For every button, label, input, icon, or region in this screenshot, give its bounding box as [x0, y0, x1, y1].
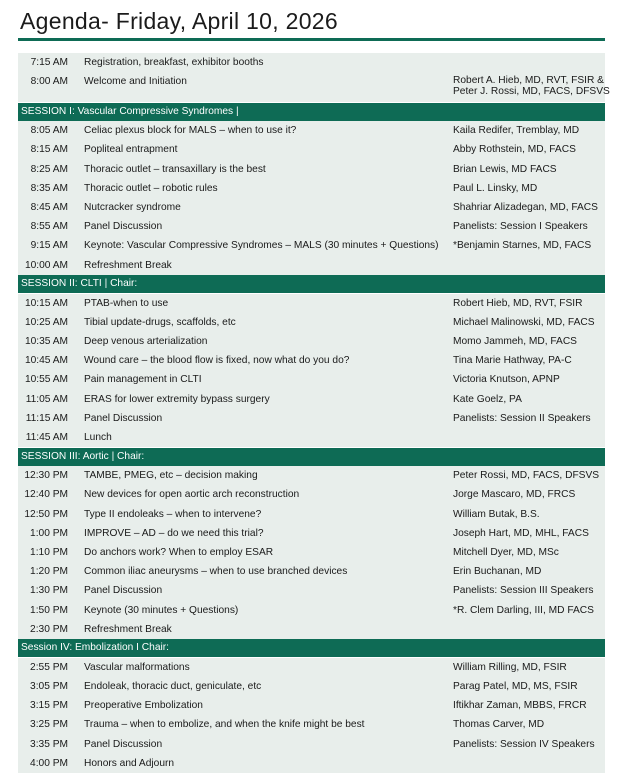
- agenda-topic: Panel Discussion: [84, 738, 163, 750]
- session-header: SESSION I: Vascular Compressive Syndromes |: [18, 103, 605, 121]
- agenda-row: [18, 505, 605, 524]
- agenda-time: 11:45 AM: [25, 432, 68, 443]
- agenda-speaker: Iftikhar Zaman, MBBS, FRCR: [453, 700, 587, 712]
- agenda-topic: Trauma – when to embolize, and when the knife might be best: [84, 719, 365, 731]
- agenda-row: [18, 140, 605, 159]
- agenda-row: [18, 409, 605, 428]
- agenda-topic: PTAB-when to use: [84, 297, 169, 309]
- agenda-row: [18, 294, 605, 313]
- agenda-topic: Refreshment Break: [84, 623, 172, 635]
- agenda-topic: Registration, breakfast, exhibitor booths: [84, 57, 264, 68]
- session-header: Session IV: Embolization I Chair:: [18, 639, 605, 657]
- agenda-topic: Lunch: [84, 432, 112, 443]
- agenda-time: 2:55 PM: [30, 661, 68, 673]
- agenda-speaker: *Benjamin Starnes, MD, FACS: [453, 240, 592, 252]
- agenda-topic: Common iliac aneurysms – when to use branched devices: [84, 566, 348, 578]
- agenda-topic: Panel Discussion: [84, 412, 163, 424]
- agenda-time: 4:00 PM: [30, 757, 68, 769]
- agenda-row: [18, 715, 605, 734]
- agenda-topic: Deep venous arterialization: [84, 336, 208, 348]
- agenda-row: [18, 72, 610, 102]
- agenda-row: [18, 53, 605, 72]
- agenda-row: [18, 601, 605, 620]
- agenda-time: 1:50 PM: [30, 604, 68, 616]
- agenda-speaker: Panelists: Session IV Speakers: [453, 738, 595, 750]
- agenda-speaker: Peter Rossi, MD, FACS, DFSVS: [453, 470, 600, 482]
- agenda-speaker: Mitchell Dyer, MD, MSc: [453, 546, 559, 558]
- agenda-row: [18, 428, 605, 447]
- agenda-row: [18, 370, 605, 389]
- agenda-time: 1:10 PM: [30, 546, 68, 558]
- agenda-topic: Type II endoleaks – when to intervene?: [84, 508, 262, 520]
- agenda-topic: TAMBE, PMEG, etc – decision making: [84, 470, 258, 482]
- agenda-row: [18, 677, 605, 696]
- agenda-row: [18, 351, 605, 370]
- agenda-speaker: Jorge Mascaro, MD, FRCS: [453, 489, 576, 501]
- agenda-time: 11:15 AM: [25, 412, 68, 424]
- agenda-speaker: Paul L. Linsky, MD: [453, 182, 538, 194]
- agenda-row: [18, 485, 605, 504]
- agenda-row: [18, 256, 605, 275]
- agenda-time: 10:25 AM: [24, 316, 68, 328]
- agenda-speaker: Erin Buchanan, MD: [453, 566, 542, 578]
- agenda-row: [18, 217, 605, 236]
- agenda-time: 1:20 PM: [30, 566, 68, 578]
- agenda-time: 11:05 AM: [25, 393, 68, 405]
- agenda-time: 3:35 PM: [30, 738, 68, 750]
- title-divider: [18, 38, 605, 41]
- agenda-topic: Thoracic outlet – transaxillary is the best: [84, 163, 266, 175]
- agenda-time: 1:30 PM: [30, 585, 68, 597]
- agenda-speaker: Michael Malinowski, MD, FACS: [453, 316, 595, 328]
- agenda-row: [18, 160, 605, 179]
- agenda-time: 10:45 AM: [24, 355, 68, 367]
- agenda-row: [18, 236, 605, 255]
- agenda-topic: Tibial update-drugs, scaffolds, etc: [84, 316, 236, 328]
- agenda-row: [18, 754, 605, 773]
- agenda-time: 8:55 AM: [30, 221, 68, 233]
- agenda-speaker: Tina Marie Hathway, PA-C: [453, 355, 572, 367]
- agenda-time: 1:00 PM: [30, 527, 68, 539]
- agenda-time: 8:25 AM: [30, 163, 68, 175]
- agenda-topic: Welcome and Initiation: [84, 76, 187, 88]
- agenda-time: 8:00 AM: [30, 76, 68, 88]
- agenda-speaker: Robert Hieb, MD, RVT, FSIR: [453, 297, 583, 309]
- agenda-speaker: Brian Lewis, MD FACS: [453, 163, 557, 175]
- agenda-topic: Panel Discussion: [84, 585, 163, 597]
- session-header: SESSION III: Aortic | Chair:: [18, 448, 605, 466]
- agenda-topic: Honors and Adjourn: [84, 757, 175, 769]
- agenda-topic: Do anchors work? When to employ ESAR: [84, 546, 274, 558]
- agenda-row: [18, 390, 605, 409]
- agenda-time: 3:05 PM: [30, 681, 68, 693]
- agenda-time: 8:35 AM: [30, 182, 68, 194]
- agenda-row: [18, 620, 605, 639]
- agenda-topic: Nutcracker syndrome: [84, 201, 181, 213]
- agenda-speaker: Joseph Hart, MD, MHL, FACS: [453, 527, 589, 539]
- agenda-speaker: Momo Jammeh, MD, FACS: [453, 336, 577, 348]
- agenda-topic: Preoperative Embolization: [84, 700, 203, 712]
- agenda-row: [18, 313, 605, 332]
- agenda-row: [18, 524, 605, 543]
- agenda-time: 8:45 AM: [30, 201, 68, 213]
- agenda-time: 8:15 AM: [30, 144, 68, 156]
- agenda-time: 10:55 AM: [24, 374, 68, 386]
- agenda-time: 12:40 PM: [24, 489, 68, 501]
- agenda-topic: Endoleak, thoracic duct, geniculate, etc: [84, 681, 262, 693]
- agenda-table: [18, 53, 610, 773]
- agenda-time: 12:50 PM: [24, 508, 68, 520]
- agenda-time: 7:15 AM: [30, 57, 68, 68]
- agenda-row: [18, 581, 605, 600]
- agenda-row: [18, 543, 605, 562]
- agenda-row: [18, 466, 605, 485]
- agenda-row: [18, 198, 605, 217]
- agenda-topic: Keynote (30 minutes + Questions): [84, 604, 239, 616]
- agenda-speaker: William Rilling, MD, FSIR: [453, 661, 567, 673]
- agenda-topic: Wound care – the blood flow is fixed, now what do you do?: [84, 355, 350, 367]
- agenda-speaker: William Butak, B.S.: [453, 508, 540, 520]
- agenda-speaker: Panelists: Session III Speakers: [453, 585, 594, 597]
- agenda-speaker: Victoria Knutson, APNP: [453, 374, 560, 386]
- agenda-topic: Vascular malformations: [84, 661, 190, 673]
- agenda-speaker: Panelists: Session I Speakers: [453, 221, 588, 233]
- agenda-speaker: Parag Patel, MD, MS, FSIR: [453, 681, 578, 693]
- agenda-speaker: *R. Clem Darling, III, MD FACS: [453, 604, 594, 616]
- page-title: Agenda- Friday, April 10, 2026: [20, 8, 338, 34]
- agenda-speaker: Panelists: Session II Speakers: [453, 412, 591, 424]
- agenda-time: 10:35 AM: [24, 336, 68, 348]
- agenda-speaker: Abby Rothstein, MD, FACS: [453, 144, 576, 156]
- agenda-row: [18, 735, 605, 754]
- agenda-row: [18, 658, 605, 677]
- session-header: SESSION II: CLTI | Chair:: [18, 275, 605, 293]
- agenda-time: 10:00 AM: [24, 259, 68, 271]
- agenda-time: 12:30 PM: [24, 470, 68, 482]
- agenda-time: 10:15 AM: [24, 297, 68, 309]
- agenda-topic: IMPROVE – AD – do we need this trial?: [84, 527, 264, 539]
- agenda-speaker: Kaila Redifer, Tremblay, MD: [453, 125, 580, 137]
- agenda-speaker: Kate Goelz, PA: [453, 393, 522, 405]
- agenda-row: [18, 121, 605, 140]
- agenda-topic: Panel Discussion: [84, 221, 163, 233]
- agenda-time: 2:30 PM: [30, 623, 68, 635]
- agenda-row: [18, 562, 605, 581]
- agenda-time: 3:25 PM: [30, 719, 68, 731]
- agenda-time: 3:15 PM: [30, 700, 68, 712]
- agenda-topic: Celiac plexus block for MALS – when to use it?: [84, 125, 297, 137]
- agenda-topic: New devices for open aortic arch reconstruction: [84, 489, 300, 501]
- agenda-topic: Keynote: Vascular Compressive Syndromes – MALS (30 minutes + Questions): [84, 240, 439, 252]
- agenda-speaker: Robert A. Hieb, MD, RVT, FSIR & Peter J. Rossi, MD, FACS, DFSVS: [453, 75, 610, 97]
- agenda-topic: Thoracic outlet – robotic rules: [84, 182, 218, 194]
- agenda-topic: Pain management in CLTI: [84, 374, 202, 386]
- agenda-time: 8:05 AM: [30, 125, 68, 137]
- agenda-row: [18, 179, 605, 198]
- agenda-topic: Refreshment Break: [84, 259, 172, 271]
- agenda-topic: ERAS for lower extremity bypass surgery: [84, 393, 270, 405]
- agenda-topic: Popliteal entrapment: [84, 144, 178, 156]
- agenda-row: [18, 332, 605, 351]
- agenda-speaker: Shahriar Alizadegan, MD, FACS: [453, 201, 598, 213]
- agenda-time: 9:15 AM: [30, 240, 68, 252]
- agenda-row: [18, 696, 605, 715]
- agenda-speaker: Thomas Carver, MD: [453, 719, 545, 731]
